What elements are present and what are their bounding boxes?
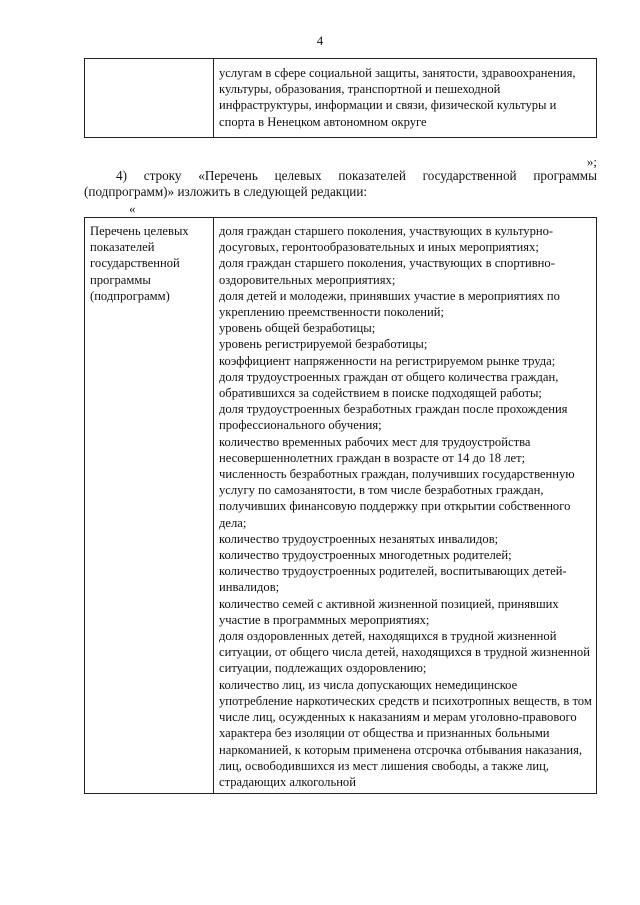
page-number: 4 [316, 33, 324, 48]
top-table [84, 58, 597, 138]
table-row [85, 59, 597, 138]
indicator-item: доля детей и молодежи, принявших участие в мероприятиях по укреплению преемственности поколений; [219, 288, 560, 320]
indicator-item: количество трудоустроенных многодетных родителей; [219, 548, 512, 563]
indicators-label-cell: Перечень целевых показателей государственной программы (подпрограмм) [85, 218, 214, 794]
closing-quote: »; [586, 154, 597, 169]
indicator-item: доля граждан старшего поколения, участвующих в спортивно-оздоровительных мероприятиях; [219, 256, 555, 287]
opening-quote: « [129, 201, 136, 216]
indicator-item: количество трудоустроенных незанятых инвалидов; [219, 531, 499, 546]
indicator-item: уровень общей безработицы; [219, 321, 376, 336]
indicator-item: доля граждан старшего поколения, участвующих в культурно-досуговых, геронтообразовательных и иных мероприятиях; [219, 224, 554, 255]
indicator-item: уровень регистрируемой безработицы; [219, 337, 428, 352]
indicator-item: количество временных рабочих мест для трудоустройства несовершеннолетних граждан в возрасте от 14 до 18 лет; [219, 434, 531, 465]
indicator-item: численность безработных граждан, получивших государственную услугу по самозанятости, в том числе безработных граждан, получивших финансовую поддержку при открытии собственного дела; [219, 467, 575, 530]
indicators-table [84, 217, 597, 794]
indicators-list-cell [214, 218, 597, 794]
instruction-paragraph: 4) строку «Перечень целевых показателей государственной программы (подпрограмм)» изложить в следующей редакции: [84, 168, 597, 199]
indicator-item: доля трудоустроенных безработных граждан после прохождения профессионального обучения; [219, 402, 568, 433]
indicator-item: количество трудоустроенных родителей, воспитывающих детей-инвалидов; [219, 564, 567, 595]
top-table-left-cell [85, 59, 214, 138]
indicator-item: количество семей с активной жизненной позицией, принявших участие в программных мероприятиях; [219, 596, 559, 627]
indicator-item: доля трудоустроенных граждан от общего количества граждан, обратившихся за содействием в поиске подходящей работы; [219, 369, 559, 401]
top-table-right-cell: услугам в сфере социальной защиты, занятости, здравоохранения, культуры, образования, транспортной и пешеходной инфраструктуры, информации и связи, физической культуры и спорта в Ненецком автономном округе [214, 59, 597, 138]
indicator-item: количество лиц, из числа допускающих немедицинское употребление наркотических средств и психотропных веществ, в том числе лиц, осужденных к наказаниям и мерам уголовно-правового характера без изоляции от общества и признанных больными наркоманией, к которым применена отсрочка отбывания наказания, лиц, освободившихся из мест лишения свободы, а также лиц, страдающих алкогольной [219, 677, 592, 789]
table-row [85, 218, 597, 794]
indicator-item: коэффициент напряженности на регистрируемом рынке труда; [219, 353, 556, 368]
indicator-item: доля оздоровленных детей, находящихся в трудной жизненной ситуации, от общего числа детей, находящихся в трудной жизненной ситуации, подлежащих оздоровлению; [219, 629, 590, 676]
